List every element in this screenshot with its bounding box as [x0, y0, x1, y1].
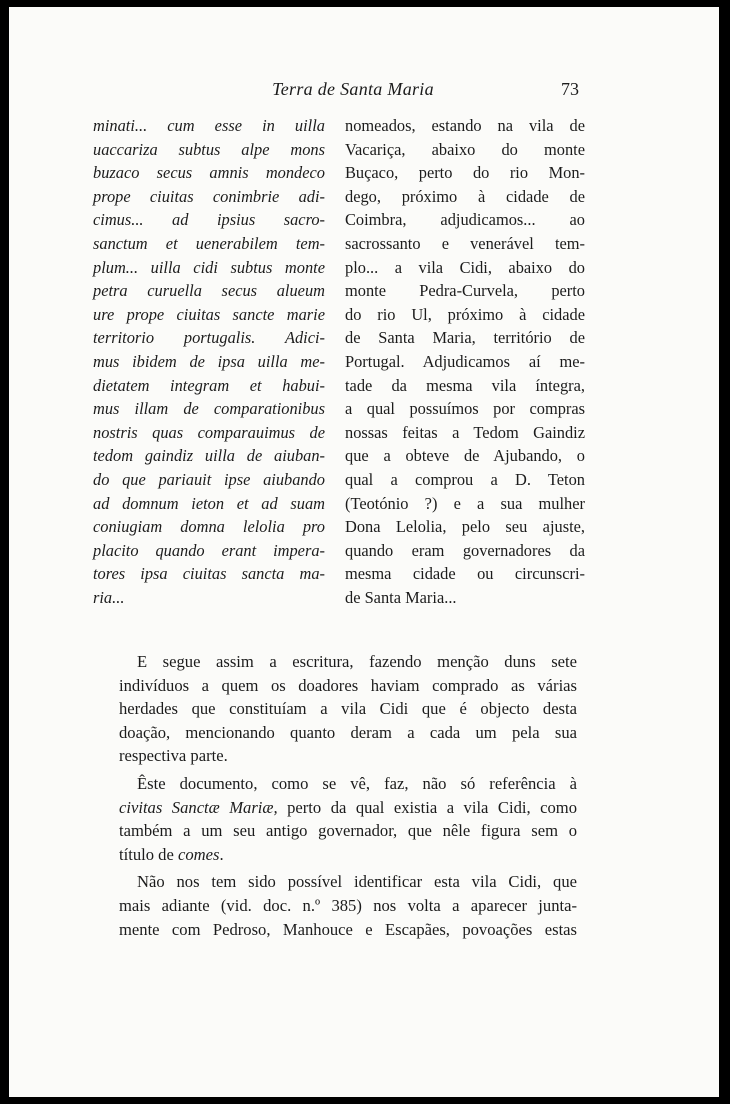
text-line: indivíduos a quem os doadores haviam comprado as várias: [119, 675, 577, 695]
portuguese-line: nomeados, estando na vila de: [345, 116, 585, 135]
paragraph-3: [119, 870, 577, 941]
paragraph-1: [119, 650, 577, 768]
portuguese-line: a qual possuímos por compras: [345, 399, 585, 419]
page-number: 73: [561, 79, 579, 99]
text-fragment: .: [219, 844, 224, 864]
portuguese-line: qual a comprou a D. Teton: [345, 469, 585, 489]
latin-line: territorio portugalis. Adici-: [93, 328, 325, 348]
portuguese-line: quando eram governadores da: [345, 540, 585, 560]
latin-line: uaccariza subtus alpe mons: [93, 139, 325, 159]
latin-line: placito quando erant impera-: [93, 540, 325, 560]
portuguese-line: de Santa Maria...: [345, 587, 457, 607]
text-line: E segue assim a escritura, fazendo menção duns sete: [137, 652, 577, 671]
latin-line: ria...: [93, 587, 125, 607]
portuguese-line: tade da mesma vila íntegra,: [345, 375, 585, 395]
portuguese-line: Portugal. Adjudicamos aí me-: [345, 351, 585, 371]
portuguese-line: mesma cidade ou circunscri-: [345, 564, 585, 584]
latin-line: prope ciuitas conimbrie adi-: [93, 186, 325, 206]
latin-line: ure prope ciuitas sancte marie: [93, 304, 325, 324]
text-line: mais adiante (vid. doc. n.º 385) nos volta a aparecer junta-: [119, 895, 577, 915]
text-line: [119, 796, 577, 820]
running-title: Terra de Santa Maria: [272, 79, 434, 99]
portuguese-line: Vacariça, abaixo do monte: [345, 139, 585, 159]
portuguese-line: monte Pedra-Curvela, perto: [345, 281, 585, 301]
portuguese-line: de Santa Maria, território de: [345, 328, 585, 348]
latin-line: buzaco secus amnis mondeco: [93, 163, 325, 183]
portuguese-line: que a obteve de Ajubando, o: [345, 446, 585, 466]
text-line: respectiva parte.: [119, 746, 228, 766]
text-line: mente com Pedroso, Manhouce e Escapães, povoações estas: [119, 919, 577, 939]
latin-line: nostris quas comparauimus de: [93, 422, 325, 442]
book-page: [9, 7, 719, 1097]
text-line: Êste documento, como se vê, faz, não só referência à: [137, 773, 577, 793]
latin-line: minati... cum esse in uilla: [93, 116, 325, 135]
latin-line: cimus... ad ipsius sacro-: [93, 210, 325, 230]
text-fragment: título de: [119, 844, 178, 864]
text-line: [119, 843, 577, 867]
latin-line: dietatem integram et habui-: [93, 375, 325, 395]
text-line: herdades que constituíam a vila Cidi que é objecto desta: [119, 699, 577, 719]
latin-line: tedom gaindiz uilla de aiuban-: [93, 446, 325, 466]
text-line: Não nos tem sido possível identificar esta vila Cidi, que: [137, 872, 577, 892]
latin-phrase: civitas Sanctæ Mariæ,: [119, 797, 278, 817]
text-line: também a um seu antigo governador, que nêle figura sem o: [119, 821, 577, 841]
portuguese-line: (Teotónio ?) e a sua mulher: [345, 493, 585, 513]
latin-line: sanctum et uenerabilem tem-: [93, 233, 325, 253]
portuguese-line: Dona Lelolia, pelo seu ajuste,: [345, 517, 585, 537]
latin-text-column: [93, 114, 325, 609]
portuguese-text-column: [345, 114, 585, 609]
latin-line: do que pariauit ipse aiubando: [93, 469, 325, 489]
text-fragment: perto da qual existia a vila Cidi, como: [277, 797, 577, 817]
latin-line: petra curuella secus alueum: [93, 281, 325, 301]
paragraph-2: [119, 772, 577, 866]
body-text: [119, 650, 577, 941]
latin-line: coniugiam domna lelolia pro: [93, 517, 325, 537]
portuguese-line: dego, próximo à cidade de: [345, 186, 585, 206]
portuguese-line: nossas feitas a Tedom Gaindiz: [345, 422, 585, 442]
latin-term: comes: [178, 844, 220, 864]
latin-line: tores ipsa ciuitas sancta ma-: [93, 564, 325, 584]
latin-line: plum... uilla cidi subtus monte: [93, 257, 325, 277]
text-line: doação, mencionando quanto deram a cada um pela sua: [119, 722, 577, 742]
latin-line: ad domnum ieton et ad suam: [93, 493, 325, 513]
portuguese-line: Coimbra, adjudicamos... ao: [345, 210, 585, 230]
portuguese-line: Buçaco, perto do rio Mon-: [345, 163, 585, 183]
latin-line: mus ibidem de ipsa uilla me-: [93, 351, 325, 371]
latin-line: mus illam de comparationibus: [93, 399, 325, 419]
portuguese-line: sacrossanto e venerável tem-: [345, 233, 585, 253]
portuguese-line: do rio Ul, próximo à cidade: [345, 304, 585, 324]
portuguese-line: plo... a vila Cidi, abaixo do: [345, 257, 585, 277]
